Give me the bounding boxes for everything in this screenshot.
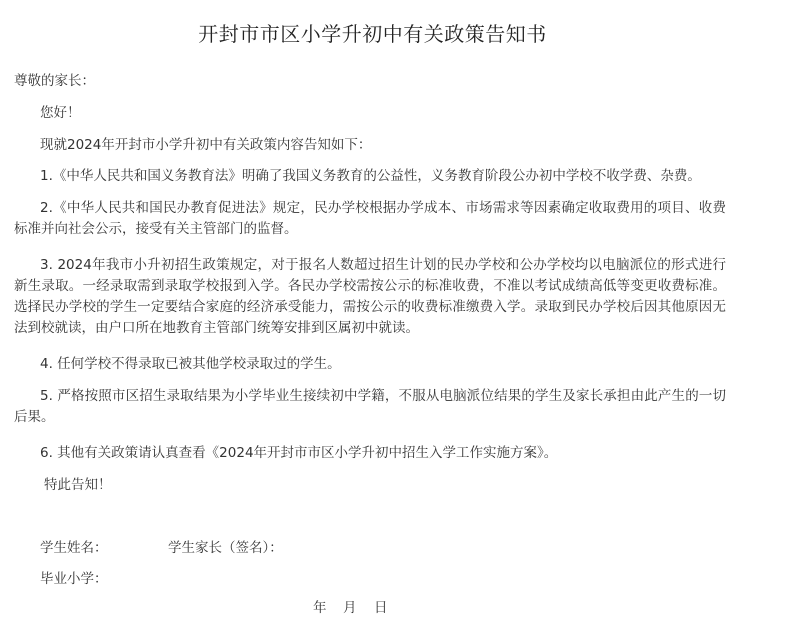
document-title: 开封市市区小学升初中有关政策告知书	[198, 22, 547, 46]
closing-text: 特此告知！	[44, 477, 112, 493]
date-month-label: 月	[343, 600, 357, 616]
date-day-label: 日	[374, 600, 388, 616]
parent-signature-label: 学生家长（签名）：	[168, 540, 283, 556]
salutation: 尊敬的家长：	[14, 73, 95, 89]
policy-item-3: 3. 2024年我市小升初招生政策规定，对于报名人数超过招生计划的民办学校和公办学校均以电脑派位的形式进行新生录取。一经录取需到录取学校报到入学。各民办学校需按公示的标准收费，不准以考试成绩高低等变更收费标准。选择民办学校的学生一定要结合家庭的经济承受能力，需按公示的收费标准缴费入学。录取到民办学校后因其他原因无法到校就读，由户口所在地教育主管部门统筹安排到区属初中就读。	[14, 257, 726, 336]
policy-item-2: 2.《中华人民共和国民办教育促进法》规定，民办学校根据办学成本、市场需求等因素确定收取费用的项目、收费标准并向社会公示，接受有关主管部门的监督。	[14, 200, 726, 237]
policy-item-5: 5. 严格按照市区招生录取结果为小学毕业生接续初中学籍，不服从电脑派位结果的学生及家长承担由此产生的一切后果。	[14, 388, 726, 425]
student-name-label: 学生姓名：	[40, 540, 108, 556]
policy-item-6: 6. 其他有关政策请认真查看《2024年开封市市区小学升初中招生入学工作实施方案》。	[40, 445, 558, 461]
date-year-label: 年	[313, 600, 327, 616]
intro-text: 现就2024年开封市小学升初中有关政策内容告知如下：	[40, 137, 372, 153]
policy-item-1: 1.《中华人民共和国义务教育法》明确了我国义务教育的公益性，义务教育阶段公办初中学校不收学费、杂费。	[40, 168, 701, 184]
policy-item-4: 4. 任何学校不得录取已被其他学校录取过的学生。	[40, 356, 341, 372]
greeting: 您好！	[40, 105, 81, 121]
graduation-school-label: 毕业小学：	[40, 571, 108, 587]
